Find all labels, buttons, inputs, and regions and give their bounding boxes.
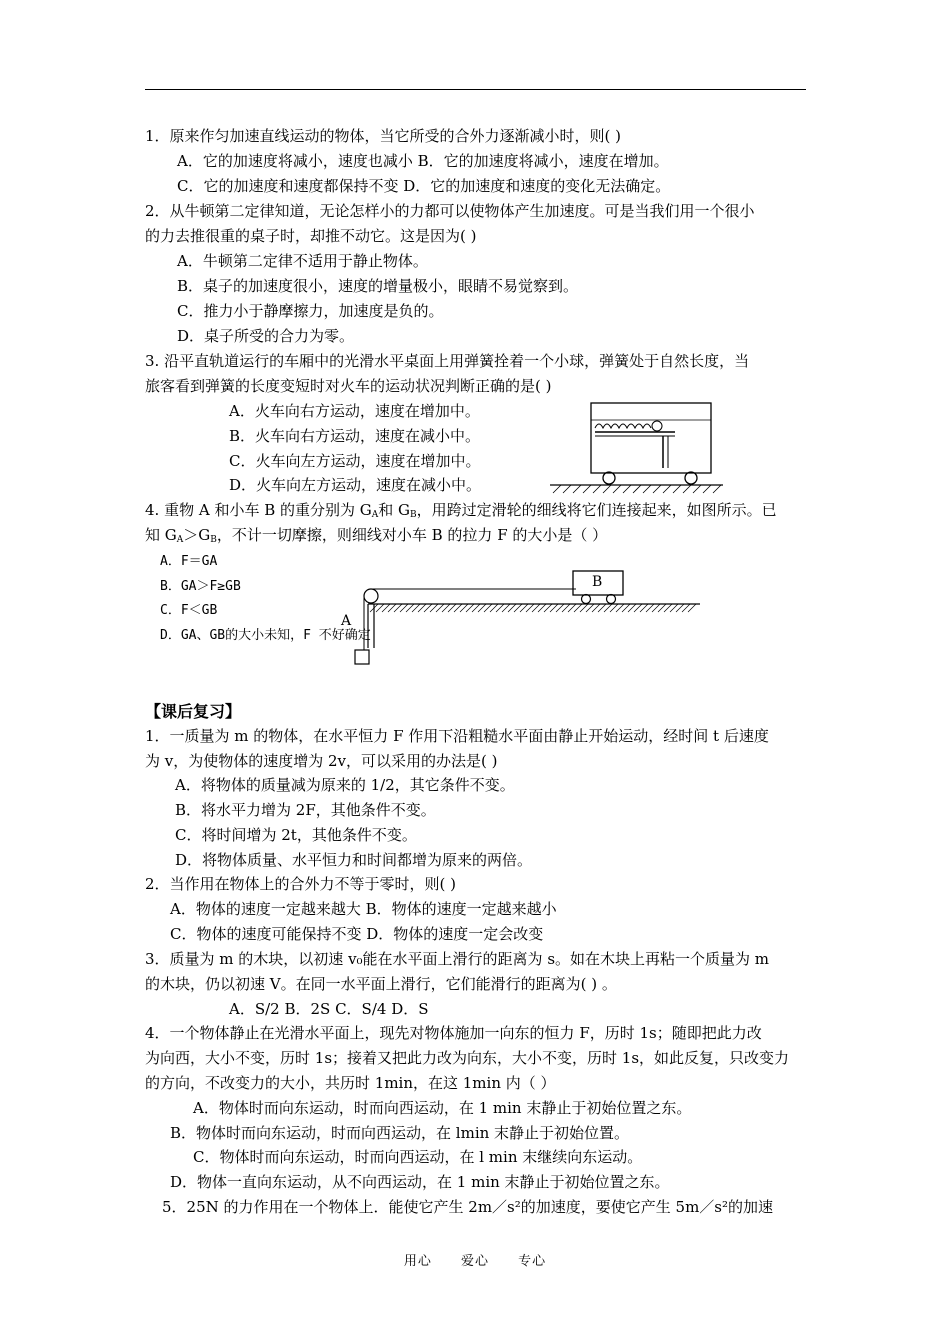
q4-option-b: B．GA＞F≥GB <box>160 579 241 594</box>
r4-option-c: C．物体时而向东运动，时而向西运动，在 l min 末继续向东运动。 <box>193 1148 643 1166</box>
q3-option-a: A．火车向右方运动，速度在增加中。 <box>229 402 480 420</box>
r1-stem-2: 为 v，为使物体的速度增为 2v，可以采用的办法是( ) <box>145 752 498 770</box>
header-rule <box>145 89 806 90</box>
train-car-figure <box>545 398 725 494</box>
q3-option-d: D．火车向左方运动，速度在减小中。 <box>229 476 482 494</box>
pulley-label-a: A <box>341 613 352 629</box>
pulley-figure <box>338 566 703 666</box>
r4-option-d: D．物体一直向东运动，从不向西运动，在 1 min 末静止于初始位置之东。 <box>170 1173 670 1191</box>
q4-option-d: D．GA、GB的大小未知，F 不好确定 <box>160 628 371 643</box>
q2-option-c: C．推力小于静摩擦力，加速度是负的。 <box>177 302 444 320</box>
q4-stem-1: 4. 重物 A 和小车 B 的重分别为 $G_A$和 $G_B$，用跨过定滑轮的细线将它们连接起来，如图所示。已 <box>145 501 777 520</box>
q2-option-d: D．桌子所受的合力为零。 <box>177 327 355 345</box>
review-heading: 【课后复习】 <box>145 702 242 721</box>
r1-option-c: C．将时间增为 2t，其他条件不变。 <box>175 826 417 844</box>
r4-stem-1: 4．一个物体静止在光滑水平面上，现先对物体施加一向东的恒力 F，历时 1s；随即把此力改 <box>145 1024 762 1042</box>
r2-stem: 2．当作用在物体上的合外力不等于零时，则( ) <box>145 875 457 893</box>
r4-stem-3: 的方向，不改变力的大小，共历时 1min，在这 1min 内（ ） <box>145 1074 556 1092</box>
pulley-label-b: B <box>592 574 603 590</box>
r3-stem-2: 的木块，仍以初速 V。在同一水平面上滑行，它们能滑行的距离为( ) 。 <box>145 975 617 993</box>
r1-option-a: A．将物体的质量减为原来的 1/2，其它条件不变。 <box>175 776 515 794</box>
r1-option-b: B．将水平力增为 2F，其他条件不变。 <box>175 801 436 819</box>
footer-word: 爱心 <box>460 1254 489 1269</box>
r5-stem: 5．25N 的力作用在一个物体上．能使它产生 2m／s²的加速度，要使它产生 5m／s²的加速 <box>162 1198 774 1216</box>
page-footer <box>0 1250 950 1269</box>
q1-stem: 1．原来作匀加速直线运动的物体，当它所受的合外力逐渐减小时，则( ) <box>145 127 622 145</box>
q3-stem-1: 3. 沿平直轨道运行的车厢中的光滑水平桌面上用弹簧拴着一个小球，弹簧处于自然长度，当 <box>145 352 750 370</box>
q4-option-c: C．F＜GB <box>160 603 218 618</box>
q4-option-a: A．F＝GA <box>160 554 218 569</box>
q2-option-a: A．牛顿第二定律不适用于静止物体。 <box>177 252 428 270</box>
footer-word: 专心 <box>518 1254 547 1269</box>
r2-options-ab: A．物体的速度一定越来越大 B．物体的速度一定越来越小 <box>170 900 557 918</box>
r3-stem-1: 3．质量为 m 的木块，以初速 v₀能在水平面上滑行的距离为 s。如在木块上再粘一个质量为 m <box>145 950 770 968</box>
r2-options-cd: C．物体的速度可能保持不变 D．物体的速度一定会改变 <box>170 925 544 943</box>
q1-options-cd: C．它的加速度和速度都保持不变 D．它的加速度和速度的变化无法确定。 <box>177 177 671 195</box>
r4-stem-2: 为向西，大小不变，历时 1s；接着又把此力改为向东，大小不变，历时 1s，如此反复，只改变力 <box>145 1049 790 1067</box>
q2-option-b: B．桌子的加速度很小，速度的增量极小，眼睛不易觉察到。 <box>177 277 579 295</box>
q1-options-ab: A．它的加速度将减小，速度也减小 B．它的加速度将减小，速度在增加。 <box>177 152 669 170</box>
r1-stem-1: 1．一质量为 m 的物体，在水平恒力 F 作用下沿粗糙水平面由静止开始运动，经时间 t 后速度 <box>145 727 769 745</box>
r1-option-d: D．将物体质量、水平恒力和时间都增为原来的两倍。 <box>175 851 533 869</box>
q2-stem-1: 2．从牛顿第二定律知道，无论怎样小的力都可以使物体产生加速度。可是当我们用一个很小 <box>145 202 755 220</box>
r3-options: A．S/2 B．2S C．S/4 D．S <box>229 1000 429 1018</box>
r4-option-b: B．物体时而向东运动，时而向西运动，在 lmin 末静止于初始位置。 <box>170 1124 630 1142</box>
q3-stem-2: 旅客看到弹簧的长度变短时对火车的运动状况判断正确的是( ) <box>145 377 552 395</box>
r4-option-a: A．物体时而向东运动，时而向西运动，在 1 min 末静止于初始位置之东。 <box>193 1099 692 1117</box>
q4-stem-2: 知 $G_A>G_B$，不计一切摩擦，则细线对小车 B 的拉力 F 的大小是（ ） <box>145 526 608 545</box>
footer-word: 用心 <box>403 1254 432 1269</box>
q3-option-b: B．火车向右方运动，速度在减小中。 <box>229 427 481 445</box>
q3-option-c: C．火车向左方运动，速度在增加中。 <box>229 452 481 470</box>
q2-stem-2: 的力去推很重的桌子时，却推不动它。这是因为( ) <box>145 227 477 245</box>
